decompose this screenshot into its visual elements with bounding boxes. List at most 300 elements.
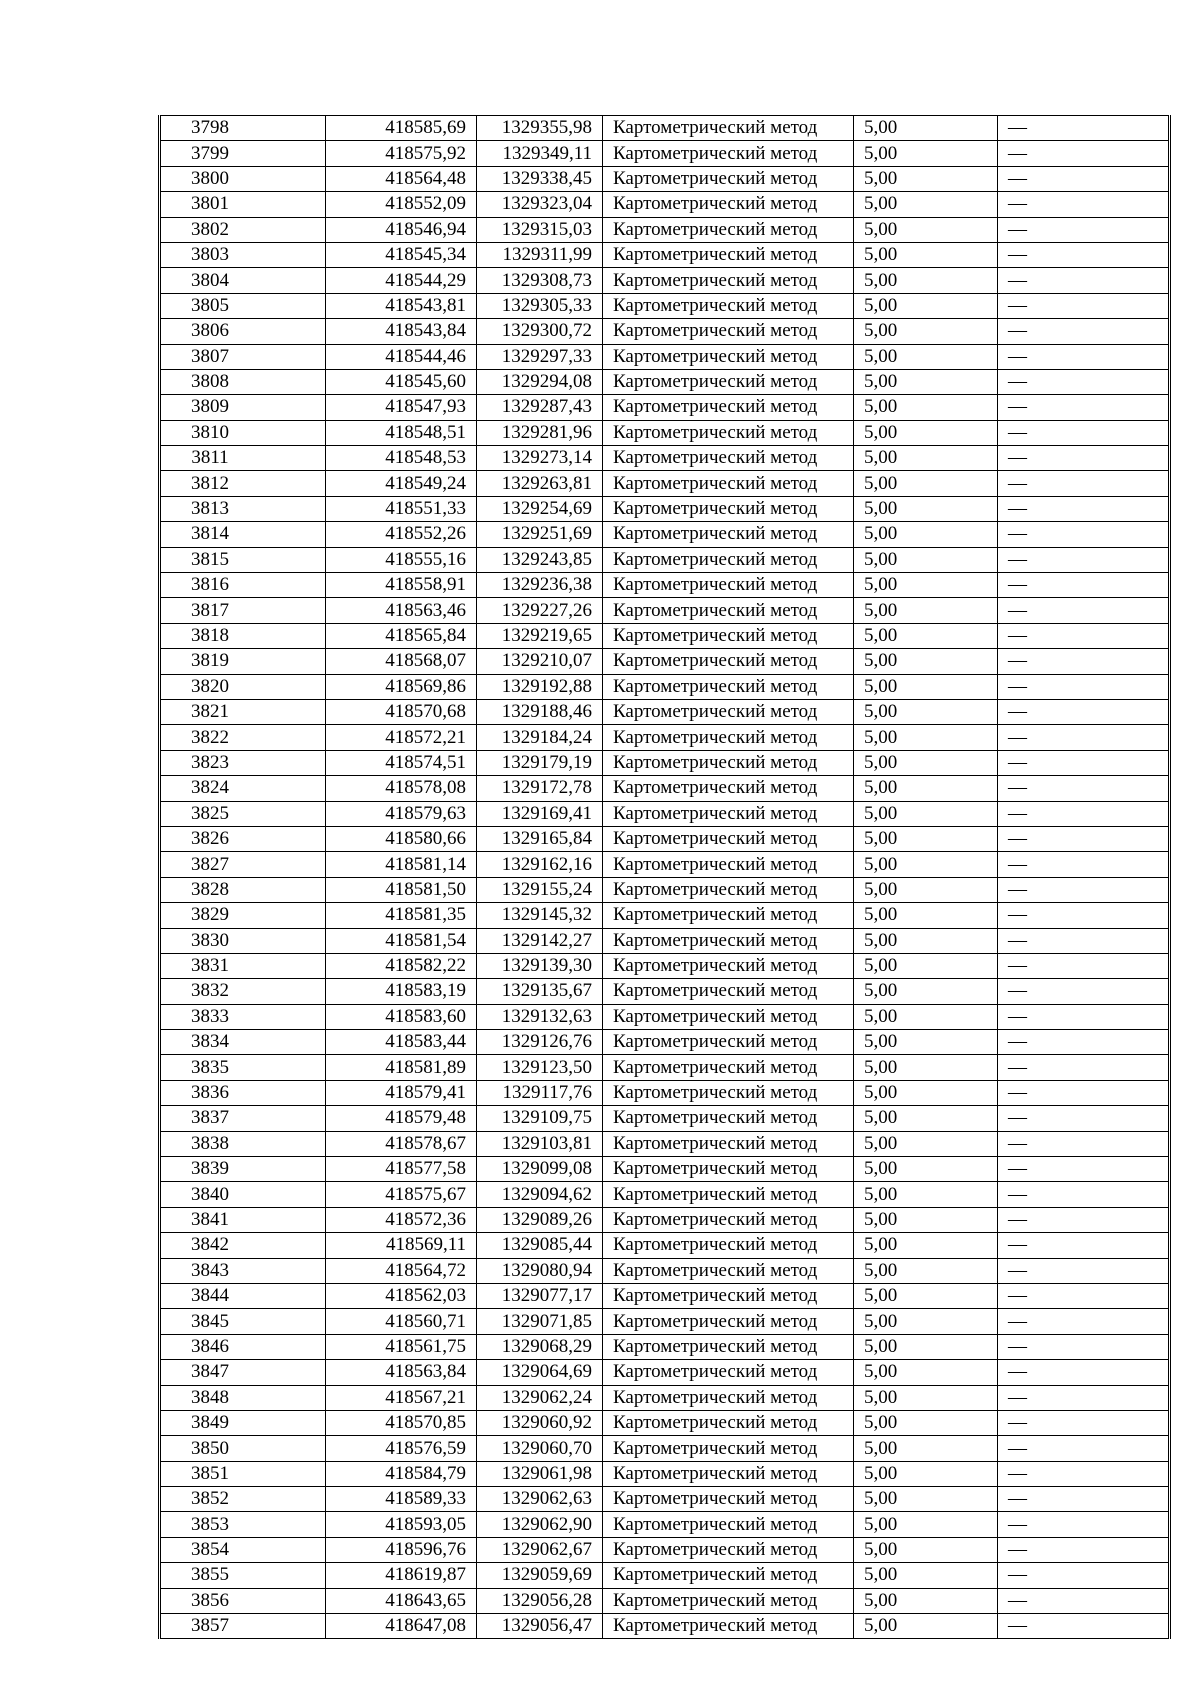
- y-coordinate-cell: 1329219,65: [477, 623, 603, 648]
- description-cell: —: [998, 395, 1170, 420]
- accuracy-cell: 5,00: [854, 1309, 998, 1334]
- accuracy-cell: 5,00: [854, 1461, 998, 1486]
- description-cell: —: [998, 1537, 1170, 1562]
- y-coordinate-cell: 1329080,94: [477, 1258, 603, 1283]
- point-number-cell: 3813: [160, 496, 326, 521]
- table-row: [160, 319, 1170, 344]
- y-coordinate-cell: 1329155,24: [477, 877, 603, 902]
- description-cell: —: [998, 725, 1170, 750]
- x-coordinate-cell: 418581,89: [326, 1055, 477, 1080]
- point-number-cell: 3831: [160, 953, 326, 978]
- method-cell: Картометрический метод: [603, 1106, 854, 1131]
- method-cell: Картометрический метод: [603, 1487, 854, 1512]
- y-coordinate-cell: 1329071,85: [477, 1309, 603, 1334]
- table-row: [160, 217, 1170, 242]
- method-cell: Картометрический метод: [603, 1614, 854, 1639]
- y-coordinate-cell: 1329064,69: [477, 1360, 603, 1385]
- x-coordinate-cell: 418544,29: [326, 268, 477, 293]
- accuracy-cell: 5,00: [854, 471, 998, 496]
- accuracy-cell: 5,00: [854, 1385, 998, 1410]
- x-coordinate-cell: 418593,05: [326, 1512, 477, 1537]
- method-cell: Картометрический метод: [603, 903, 854, 928]
- x-coordinate-cell: 418579,41: [326, 1080, 477, 1105]
- accuracy-cell: 5,00: [854, 496, 998, 521]
- x-coordinate-cell: 418563,84: [326, 1360, 477, 1385]
- description-cell: —: [998, 522, 1170, 547]
- description-cell: —: [998, 623, 1170, 648]
- accuracy-cell: 5,00: [854, 1537, 998, 1562]
- accuracy-cell: 5,00: [854, 116, 998, 141]
- description-cell: —: [998, 1334, 1170, 1359]
- x-coordinate-cell: 418583,44: [326, 1030, 477, 1055]
- description-cell: —: [998, 674, 1170, 699]
- x-coordinate-cell: 418579,48: [326, 1106, 477, 1131]
- method-cell: Картометрический метод: [603, 776, 854, 801]
- point-number-cell: 3832: [160, 979, 326, 1004]
- y-coordinate-cell: 1329179,19: [477, 750, 603, 775]
- table-row: [160, 1157, 1170, 1182]
- accuracy-cell: 5,00: [854, 1436, 998, 1461]
- table-row: [160, 725, 1170, 750]
- accuracy-cell: 5,00: [854, 217, 998, 242]
- y-coordinate-cell: 1329305,33: [477, 293, 603, 318]
- y-coordinate-cell: 1329099,08: [477, 1157, 603, 1182]
- table-row: [160, 1410, 1170, 1435]
- x-coordinate-cell: 418583,60: [326, 1004, 477, 1029]
- description-cell: —: [998, 217, 1170, 242]
- method-cell: Картометрический метод: [603, 953, 854, 978]
- table-row: [160, 1588, 1170, 1613]
- method-cell: Картометрический метод: [603, 1512, 854, 1537]
- x-coordinate-cell: 418558,91: [326, 573, 477, 598]
- x-coordinate-cell: 418575,67: [326, 1182, 477, 1207]
- x-coordinate-cell: 418582,22: [326, 953, 477, 978]
- method-cell: Картометрический метод: [603, 1080, 854, 1105]
- method-cell: Картометрический метод: [603, 1309, 854, 1334]
- method-cell: Картометрический метод: [603, 1385, 854, 1410]
- method-cell: Картометрический метод: [603, 1207, 854, 1232]
- point-number-cell: 3836: [160, 1080, 326, 1105]
- y-coordinate-cell: 1329109,75: [477, 1106, 603, 1131]
- method-cell: Картометрический метод: [603, 242, 854, 267]
- accuracy-cell: 5,00: [854, 369, 998, 394]
- point-number-cell: 3822: [160, 725, 326, 750]
- point-number-cell: 3837: [160, 1106, 326, 1131]
- x-coordinate-cell: 418575,92: [326, 141, 477, 166]
- table-row: [160, 826, 1170, 851]
- x-coordinate-cell: 418580,66: [326, 826, 477, 851]
- method-cell: Картометрический метод: [603, 623, 854, 648]
- description-cell: —: [998, 1309, 1170, 1334]
- point-number-cell: 3819: [160, 649, 326, 674]
- table-row: [160, 1131, 1170, 1156]
- accuracy-cell: 5,00: [854, 979, 998, 1004]
- accuracy-cell: 5,00: [854, 1233, 998, 1258]
- x-coordinate-cell: 418548,51: [326, 420, 477, 445]
- x-coordinate-cell: 418643,65: [326, 1588, 477, 1613]
- method-cell: Картометрический метод: [603, 928, 854, 953]
- table-row: [160, 674, 1170, 699]
- description-cell: —: [998, 1461, 1170, 1486]
- method-cell: Картометрический метод: [603, 192, 854, 217]
- method-cell: Картометрический метод: [603, 674, 854, 699]
- x-coordinate-cell: 418585,69: [326, 116, 477, 141]
- table-row: [160, 1055, 1170, 1080]
- accuracy-cell: 5,00: [854, 826, 998, 851]
- method-cell: Картометрический метод: [603, 319, 854, 344]
- description-cell: —: [998, 979, 1170, 1004]
- accuracy-cell: 5,00: [854, 776, 998, 801]
- point-number-cell: 3801: [160, 192, 326, 217]
- description-cell: —: [998, 750, 1170, 775]
- x-coordinate-cell: 418581,54: [326, 928, 477, 953]
- description-cell: —: [998, 649, 1170, 674]
- description-cell: —: [998, 1360, 1170, 1385]
- accuracy-cell: 5,00: [854, 1512, 998, 1537]
- y-coordinate-cell: 1329281,96: [477, 420, 603, 445]
- accuracy-cell: 5,00: [854, 1106, 998, 1131]
- point-number-cell: 3852: [160, 1487, 326, 1512]
- method-cell: Картометрический метод: [603, 166, 854, 191]
- accuracy-cell: 5,00: [854, 1258, 998, 1283]
- description-cell: —: [998, 1487, 1170, 1512]
- description-cell: —: [998, 928, 1170, 953]
- accuracy-cell: 5,00: [854, 852, 998, 877]
- accuracy-cell: 5,00: [854, 1004, 998, 1029]
- accuracy-cell: 5,00: [854, 1360, 998, 1385]
- table-row: [160, 928, 1170, 953]
- table-row: [160, 522, 1170, 547]
- accuracy-cell: 5,00: [854, 1614, 998, 1639]
- y-coordinate-cell: 1329126,76: [477, 1030, 603, 1055]
- x-coordinate-cell: 418546,94: [326, 217, 477, 242]
- point-number-cell: 3808: [160, 369, 326, 394]
- accuracy-cell: 5,00: [854, 293, 998, 318]
- accuracy-cell: 5,00: [854, 750, 998, 775]
- accuracy-cell: 5,00: [854, 699, 998, 724]
- x-coordinate-cell: 418583,19: [326, 979, 477, 1004]
- y-coordinate-cell: 1329165,84: [477, 826, 603, 851]
- table-row: [160, 1360, 1170, 1385]
- table-row: [160, 699, 1170, 724]
- accuracy-cell: 5,00: [854, 573, 998, 598]
- accuracy-cell: 5,00: [854, 1588, 998, 1613]
- point-number-cell: 3812: [160, 471, 326, 496]
- accuracy-cell: 5,00: [854, 192, 998, 217]
- x-coordinate-cell: 418569,86: [326, 674, 477, 699]
- point-number-cell: 3835: [160, 1055, 326, 1080]
- x-coordinate-cell: 418596,76: [326, 1537, 477, 1562]
- accuracy-cell: 5,00: [854, 1055, 998, 1080]
- x-coordinate-cell: 418572,21: [326, 725, 477, 750]
- table-row: [160, 1537, 1170, 1562]
- description-cell: —: [998, 1207, 1170, 1232]
- description-cell: —: [998, 852, 1170, 877]
- method-cell: Картометрический метод: [603, 699, 854, 724]
- description-cell: —: [998, 1410, 1170, 1435]
- y-coordinate-cell: 1329060,92: [477, 1410, 603, 1435]
- point-number-cell: 3830: [160, 928, 326, 953]
- x-coordinate-cell: 418584,79: [326, 1461, 477, 1486]
- description-cell: —: [998, 826, 1170, 851]
- table-row: [160, 1233, 1170, 1258]
- table-row: [160, 1512, 1170, 1537]
- method-cell: Картометрический метод: [603, 1004, 854, 1029]
- description-cell: —: [998, 1055, 1170, 1080]
- point-number-cell: 3850: [160, 1436, 326, 1461]
- y-coordinate-cell: 1329103,81: [477, 1131, 603, 1156]
- point-number-cell: 3814: [160, 522, 326, 547]
- description-cell: —: [998, 268, 1170, 293]
- description-cell: —: [998, 1614, 1170, 1639]
- x-coordinate-cell: 418551,33: [326, 496, 477, 521]
- description-cell: —: [998, 471, 1170, 496]
- y-coordinate-cell: 1329068,29: [477, 1334, 603, 1359]
- x-coordinate-cell: 418576,59: [326, 1436, 477, 1461]
- y-coordinate-cell: 1329077,17: [477, 1283, 603, 1308]
- method-cell: Картометрический метод: [603, 1233, 854, 1258]
- table-row: [160, 268, 1170, 293]
- description-cell: —: [998, 598, 1170, 623]
- y-coordinate-cell: 1329062,67: [477, 1537, 603, 1562]
- accuracy-cell: 5,00: [854, 395, 998, 420]
- method-cell: Картометрический метод: [603, 649, 854, 674]
- description-cell: —: [998, 192, 1170, 217]
- table-row: [160, 496, 1170, 521]
- description-cell: —: [998, 801, 1170, 826]
- method-cell: Картометрический метод: [603, 1563, 854, 1588]
- method-cell: Картометрический метод: [603, 268, 854, 293]
- table-row: [160, 446, 1170, 471]
- point-number-cell: 3842: [160, 1233, 326, 1258]
- x-coordinate-cell: 418574,51: [326, 750, 477, 775]
- x-coordinate-cell: 418647,08: [326, 1614, 477, 1639]
- method-cell: Картометрический метод: [603, 750, 854, 775]
- accuracy-cell: 5,00: [854, 623, 998, 648]
- point-number-cell: 3807: [160, 344, 326, 369]
- y-coordinate-cell: 1329323,04: [477, 192, 603, 217]
- x-coordinate-cell: 418578,67: [326, 1131, 477, 1156]
- description-cell: —: [998, 1182, 1170, 1207]
- x-coordinate-cell: 418560,71: [326, 1309, 477, 1334]
- description-cell: —: [998, 573, 1170, 598]
- table-row: [160, 293, 1170, 318]
- point-number-cell: 3828: [160, 877, 326, 902]
- table-row: [160, 471, 1170, 496]
- method-cell: Картометрический метод: [603, 217, 854, 242]
- x-coordinate-cell: 418563,46: [326, 598, 477, 623]
- point-number-cell: 3845: [160, 1309, 326, 1334]
- method-cell: Картометрический метод: [603, 1436, 854, 1461]
- accuracy-cell: 5,00: [854, 242, 998, 267]
- point-number-cell: 3803: [160, 242, 326, 267]
- accuracy-cell: 5,00: [854, 1080, 998, 1105]
- y-coordinate-cell: 1329243,85: [477, 547, 603, 572]
- y-coordinate-cell: 1329287,43: [477, 395, 603, 420]
- y-coordinate-cell: 1329308,73: [477, 268, 603, 293]
- table-row: [160, 776, 1170, 801]
- x-coordinate-cell: 418543,81: [326, 293, 477, 318]
- y-coordinate-cell: 1329254,69: [477, 496, 603, 521]
- table-row: [160, 1461, 1170, 1486]
- accuracy-cell: 5,00: [854, 1157, 998, 1182]
- description-cell: —: [998, 1030, 1170, 1055]
- point-number-cell: 3815: [160, 547, 326, 572]
- point-number-cell: 3804: [160, 268, 326, 293]
- method-cell: Картометрический метод: [603, 141, 854, 166]
- x-coordinate-cell: 418564,48: [326, 166, 477, 191]
- y-coordinate-cell: 1329123,50: [477, 1055, 603, 1080]
- accuracy-cell: 5,00: [854, 522, 998, 547]
- method-cell: Картометрический метод: [603, 1030, 854, 1055]
- description-cell: —: [998, 1004, 1170, 1029]
- x-coordinate-cell: 418581,50: [326, 877, 477, 902]
- x-coordinate-cell: 418577,58: [326, 1157, 477, 1182]
- description-cell: —: [998, 1233, 1170, 1258]
- accuracy-cell: 5,00: [854, 1334, 998, 1359]
- point-number-cell: 3851: [160, 1461, 326, 1486]
- accuracy-cell: 5,00: [854, 446, 998, 471]
- accuracy-cell: 5,00: [854, 903, 998, 928]
- y-coordinate-cell: 1329139,30: [477, 953, 603, 978]
- method-cell: Картометрический метод: [603, 801, 854, 826]
- accuracy-cell: 5,00: [854, 319, 998, 344]
- description-cell: —: [998, 1106, 1170, 1131]
- description-cell: —: [998, 293, 1170, 318]
- method-cell: Картометрический метод: [603, 852, 854, 877]
- table-row: [160, 903, 1170, 928]
- x-coordinate-cell: 418544,46: [326, 344, 477, 369]
- table-row: [160, 369, 1170, 394]
- table-row: [160, 598, 1170, 623]
- table-row: [160, 1436, 1170, 1461]
- accuracy-cell: 5,00: [854, 649, 998, 674]
- method-cell: Картометрический метод: [603, 1461, 854, 1486]
- x-coordinate-cell: 418543,84: [326, 319, 477, 344]
- table-row: [160, 1106, 1170, 1131]
- accuracy-cell: 5,00: [854, 1131, 998, 1156]
- description-cell: —: [998, 166, 1170, 191]
- y-coordinate-cell: 1329355,98: [477, 116, 603, 141]
- method-cell: Картометрический метод: [603, 369, 854, 394]
- x-coordinate-cell: 418569,11: [326, 1233, 477, 1258]
- x-coordinate-cell: 418581,35: [326, 903, 477, 928]
- point-number-cell: 3826: [160, 826, 326, 851]
- table-row: [160, 953, 1170, 978]
- y-coordinate-cell: 1329135,67: [477, 979, 603, 1004]
- table-row: [160, 1309, 1170, 1334]
- method-cell: Картометрический метод: [603, 573, 854, 598]
- description-cell: —: [998, 1563, 1170, 1588]
- y-coordinate-cell: 1329315,03: [477, 217, 603, 242]
- description-cell: —: [998, 116, 1170, 141]
- y-coordinate-cell: 1329056,28: [477, 1588, 603, 1613]
- x-coordinate-cell: 418579,63: [326, 801, 477, 826]
- method-cell: Картометрический метод: [603, 1410, 854, 1435]
- method-cell: Картометрический метод: [603, 471, 854, 496]
- accuracy-cell: 5,00: [854, 420, 998, 445]
- description-cell: —: [998, 369, 1170, 394]
- point-number-cell: 3839: [160, 1157, 326, 1182]
- table-row: [160, 877, 1170, 902]
- method-cell: Картометрический метод: [603, 420, 854, 445]
- point-number-cell: 3805: [160, 293, 326, 318]
- x-coordinate-cell: 418545,34: [326, 242, 477, 267]
- point-number-cell: 3811: [160, 446, 326, 471]
- y-coordinate-cell: 1329061,98: [477, 1461, 603, 1486]
- x-coordinate-cell: 418564,72: [326, 1258, 477, 1283]
- method-cell: Картометрический метод: [603, 547, 854, 572]
- y-coordinate-cell: 1329184,24: [477, 725, 603, 750]
- method-cell: Картометрический метод: [603, 446, 854, 471]
- accuracy-cell: 5,00: [854, 1030, 998, 1055]
- table-row: [160, 1258, 1170, 1283]
- accuracy-cell: 5,00: [854, 166, 998, 191]
- accuracy-cell: 5,00: [854, 1410, 998, 1435]
- y-coordinate-cell: 1329338,45: [477, 166, 603, 191]
- table-row: [160, 623, 1170, 648]
- accuracy-cell: 5,00: [854, 674, 998, 699]
- y-coordinate-cell: 1329300,72: [477, 319, 603, 344]
- table-row: [160, 547, 1170, 572]
- accuracy-cell: 5,00: [854, 141, 998, 166]
- table-row: [160, 1080, 1170, 1105]
- y-coordinate-cell: 1329188,46: [477, 699, 603, 724]
- x-coordinate-cell: 418570,68: [326, 699, 477, 724]
- point-number-cell: 3817: [160, 598, 326, 623]
- method-cell: Картометрический метод: [603, 979, 854, 1004]
- description-cell: —: [998, 1385, 1170, 1410]
- y-coordinate-cell: 1329311,99: [477, 242, 603, 267]
- method-cell: Картометрический метод: [603, 1588, 854, 1613]
- y-coordinate-cell: 1329132,63: [477, 1004, 603, 1029]
- accuracy-cell: 5,00: [854, 547, 998, 572]
- table-row: [160, 166, 1170, 191]
- description-cell: —: [998, 446, 1170, 471]
- accuracy-cell: 5,00: [854, 877, 998, 902]
- y-coordinate-cell: 1329349,11: [477, 141, 603, 166]
- coordinates-table-body: [160, 116, 1170, 1639]
- y-coordinate-cell: 1329089,26: [477, 1207, 603, 1232]
- method-cell: Картометрический метод: [603, 116, 854, 141]
- point-number-cell: 3800: [160, 166, 326, 191]
- method-cell: Картометрический метод: [603, 598, 854, 623]
- accuracy-cell: 5,00: [854, 268, 998, 293]
- table-row: [160, 242, 1170, 267]
- description-cell: —: [998, 344, 1170, 369]
- accuracy-cell: 5,00: [854, 725, 998, 750]
- point-number-cell: 3810: [160, 420, 326, 445]
- y-coordinate-cell: 1329236,38: [477, 573, 603, 598]
- x-coordinate-cell: 418552,26: [326, 522, 477, 547]
- description-cell: —: [998, 699, 1170, 724]
- table-row: [160, 141, 1170, 166]
- x-coordinate-cell: 418555,16: [326, 547, 477, 572]
- accuracy-cell: 5,00: [854, 1182, 998, 1207]
- method-cell: Картометрический метод: [603, 877, 854, 902]
- accuracy-cell: 5,00: [854, 801, 998, 826]
- method-cell: Картометрический метод: [603, 1283, 854, 1308]
- table-row: [160, 649, 1170, 674]
- point-number-cell: 3798: [160, 116, 326, 141]
- description-cell: —: [998, 1157, 1170, 1182]
- accuracy-cell: 5,00: [854, 953, 998, 978]
- point-number-cell: 3833: [160, 1004, 326, 1029]
- description-cell: —: [998, 1131, 1170, 1156]
- x-coordinate-cell: 418572,36: [326, 1207, 477, 1232]
- y-coordinate-cell: 1329059,69: [477, 1563, 603, 1588]
- point-number-cell: 3847: [160, 1360, 326, 1385]
